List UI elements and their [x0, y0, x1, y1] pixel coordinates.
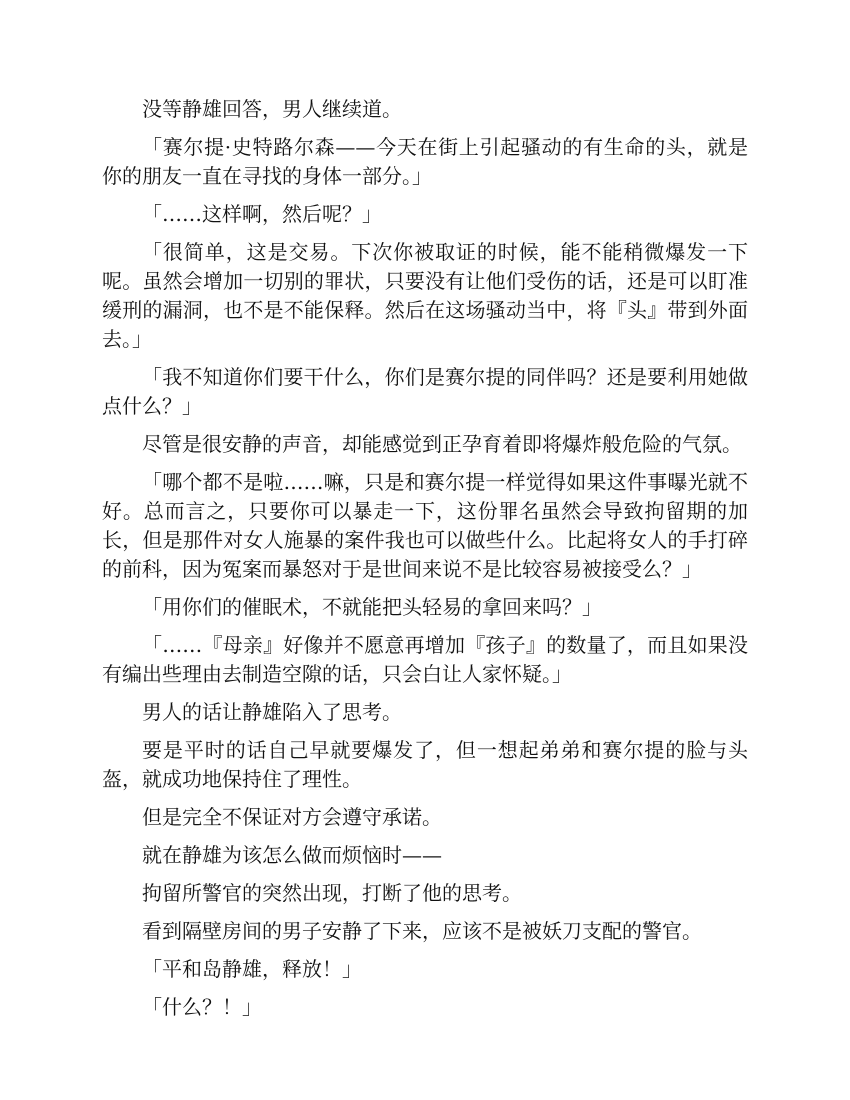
paragraph: 就在静雄为该怎么做而烦恼时——	[142, 843, 442, 867]
paragraph: 要是平时的话自己早就要爆发了，但一想起弟弟和赛尔提的脸与头盔，就成功地保持住了理性。	[102, 738, 748, 791]
paragraph: 看到隔壁房间的男子安静了下来，应该不是被妖刀支配的警官。	[142, 919, 702, 943]
paragraph: 「赛尔提·史特路尔森——今天在街上引起骚动的有生命的头，就是你的朋友一直在寻找的身体一部分。」	[102, 135, 748, 188]
document-page	[102, 95, 748, 1031]
paragraph: 「……这样啊，然后呢？」	[142, 202, 382, 226]
paragraph: 没等静雄回答，男人继续道。	[142, 97, 402, 121]
paragraph: 「用你们的催眠术，不就能把头轻易的拿回来吗？」	[142, 595, 602, 619]
paragraph: 但是完全不保证对方会遵守承诺。	[142, 805, 442, 829]
paragraph: 「我不知道你们要干什么，你们是赛尔提的同伴吗？还是要利用她做点什么？」	[102, 365, 748, 418]
paragraph: 「平和岛静雄，释放！」	[142, 957, 362, 981]
paragraph: 「很简单，这是交易。下次你被取证的时候，能不能稍微爆发一下呢。虽然会增加一切别的罪状，只要没有让他们受伤的话，还是可以盯准缓刑的漏洞，也不是不能保释。然后在这场骚动当中，将『头』带到外面去。」	[102, 240, 748, 351]
paragraph: 「……『母亲』好像并不愿意再增加『孩子』的数量了，而且如果没有编出些理由去制造空隙的话，只会白让人家怀疑。」	[102, 633, 748, 686]
paragraph: 尽管是很安静的声音，却能感觉到正孕育着即将爆炸般危险的气氛。	[142, 432, 742, 456]
paragraph: 拘留所警官的突然出现，打断了他的思考。	[142, 881, 522, 905]
paragraph: 男人的话让静雄陷入了思考。	[142, 700, 402, 724]
paragraph: 「什么？！」	[142, 995, 262, 1019]
paragraph: 「哪个都不是啦……嘛，只是和赛尔提一样觉得如果这件事曝光就不好。总而言之，只要你可以暴走一下，这份罪名虽然会导致拘留期的加长，但是那件对女人施暴的案件我也可以做些什么。比起将女人的手打碎的前科，因为冤案而暴怒对于是世间来说不是比较容易被接受么？」	[102, 470, 748, 581]
